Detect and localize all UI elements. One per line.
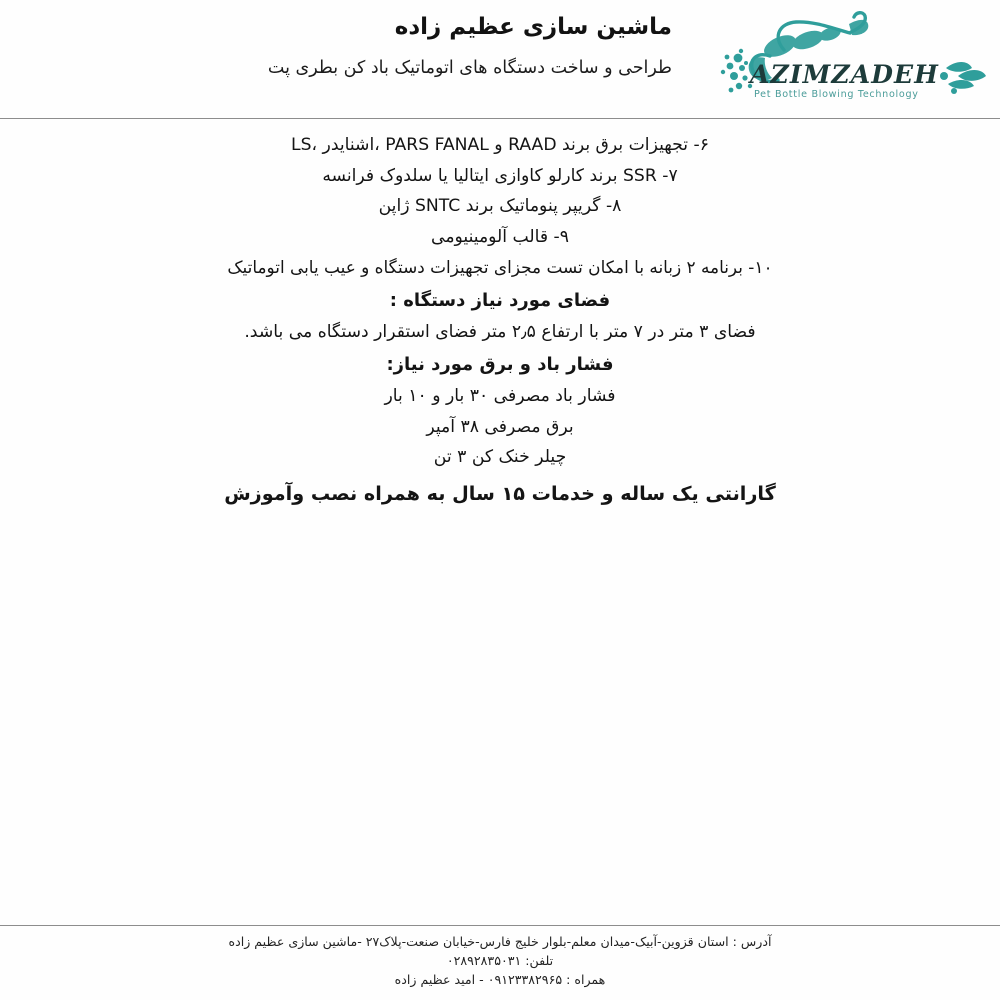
company-tagline: طراحی و ساخت دستگاه های اتوماتیک باد کن بطری پت bbox=[267, 58, 672, 79]
header-title-block bbox=[0, 0, 700, 80]
spec-item-9: ۹- قالب آلومینیومی bbox=[431, 226, 569, 247]
space-requirement-heading: فضای مورد نیاز دستگاه : bbox=[389, 289, 611, 311]
document-body bbox=[0, 130, 1000, 511]
space-requirement-text: فضای ۳ متر در ۷ متر با ارتفاع ۲٫۵ متر فضای استقرار دستگاه می باشد. bbox=[244, 321, 756, 342]
company-logo bbox=[700, 6, 1000, 116]
document-header bbox=[0, 0, 1000, 118]
spec-item-7: ۷- SSR برند کارلو کاوازی ایتالیا یا سلدوک فرانسه bbox=[322, 165, 678, 186]
footer-telephone: تلفن: ۰۲۸۹۲۸۳۵۰۳۱ bbox=[446, 953, 554, 969]
spec-item-8: ۸- گریپر پنوماتیک برند SNTC ژاپن bbox=[378, 196, 622, 217]
spec-item-10: ۱۰- برنامه ۲ زبانه با امکان تست مجزای تجهیزات دستگاه و عیب یابی اتوماتیک bbox=[227, 257, 773, 278]
header-divider bbox=[0, 118, 1000, 119]
svg-text:Pet Bottle Blowing Technology: Pet Bottle Blowing Technology bbox=[754, 89, 919, 100]
electrical-consumption-text: برق مصرفی ۳۸ آمپر bbox=[426, 416, 574, 437]
footer-address: آدرس : استان قزوین-آبیک-میدان معلم-بلوار خلیج فارس-خیابان صنعت-پلاک۲۷ -ماشین سازی عظیم زاده bbox=[228, 934, 772, 949]
document-footer bbox=[0, 932, 1000, 989]
power-requirement-heading: فشار باد و برق مورد نیاز: bbox=[386, 354, 614, 376]
air-pressure-text: فشار باد مصرفی ۳۰ بار و ۱۰ بار bbox=[384, 386, 616, 407]
footer-divider bbox=[0, 925, 1000, 926]
svg-text:AZIMZADEH: AZIMZADEH bbox=[750, 60, 939, 89]
footer-mobile: همراه : ۰۹۱۲۳۳۸۲۹۶۵ - امید عظیم زاده bbox=[394, 972, 606, 988]
warranty-statement: گارانتی یک ساله و خدمات ۱۵ سال به همراه نصب وآموزش bbox=[224, 482, 776, 506]
chiller-text: چیلر خنک کن ۳ تن bbox=[433, 447, 567, 468]
spec-item-6: ۶- تجهیزات برق برند RAAD و PARS FANAL ،اشنایدر ،LS bbox=[291, 135, 709, 155]
company-name: ماشین سازی عظیم زاده bbox=[394, 14, 672, 40]
azimzadeh-logo-icon bbox=[710, 6, 1000, 108]
